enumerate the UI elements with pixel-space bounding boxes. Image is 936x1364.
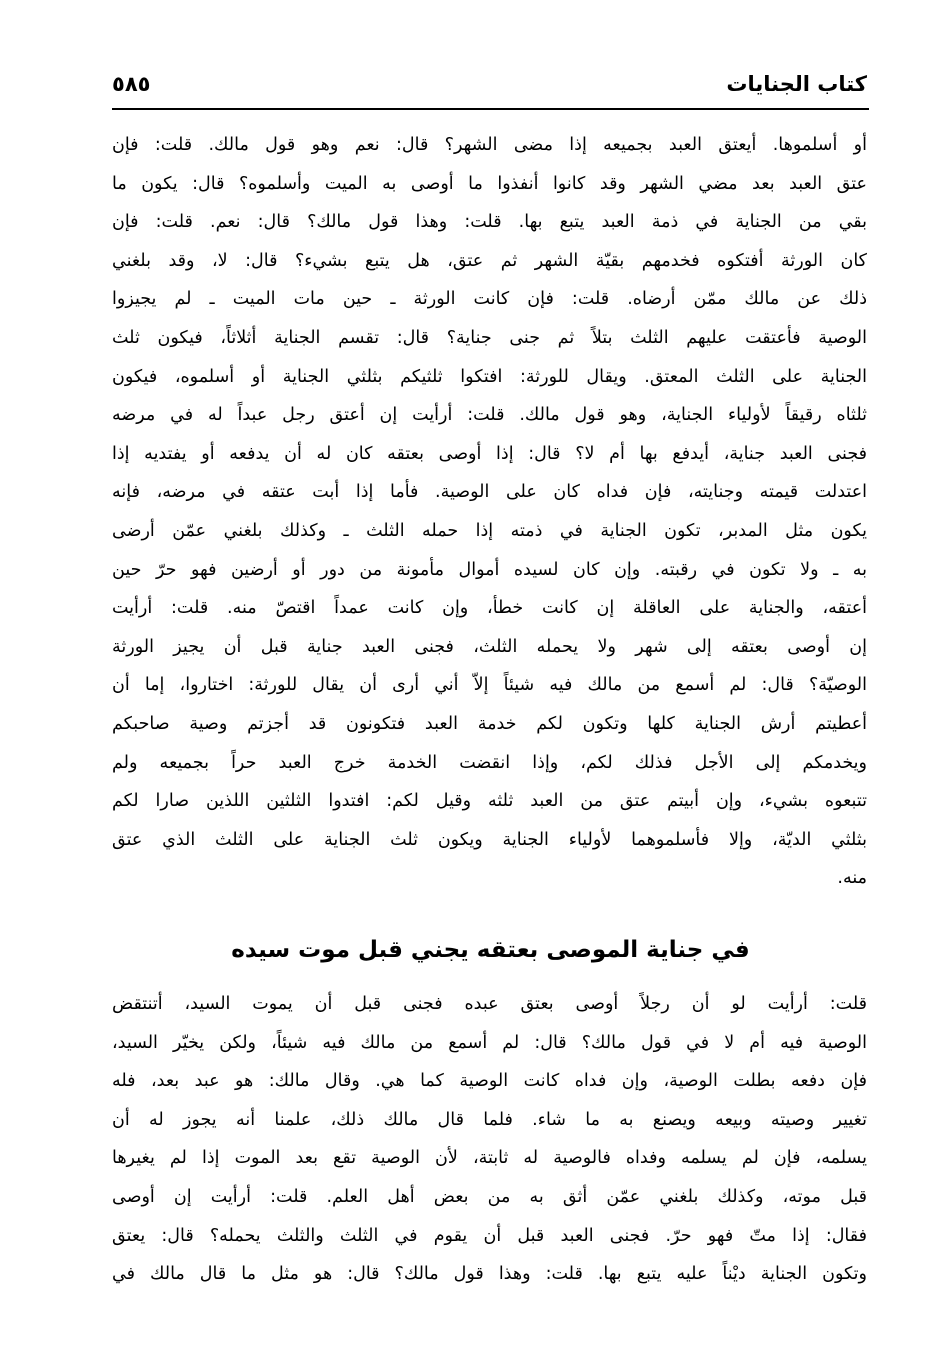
paragraph-2 <box>112 985 867 1294</box>
text-line: الوصية فأعتقت عليهم الثلث بتلاً ثم جنى جناية؟ قال: تقسم الجناية أثلاثاً، فيكون ثلث <box>112 327 867 348</box>
running-title: كتاب الجنايات <box>726 72 867 96</box>
text-line: تتبعوه بشيء، وإن أبيتم عتق من العبد ثلثه وقيل لكم: افتدوا الثلثين اللذين صارا لكم <box>112 791 867 812</box>
header-divider <box>112 108 869 110</box>
text-line: عتق العبد بعد مضي الشهر وقد كانوا أنفذوا ما أوصى به الميت وأسلموه؟ قال: يكون ما <box>112 173 867 194</box>
paragraph-1 <box>112 126 867 898</box>
text-line: وتكون الجناية ديْناً عليه يتبع بها. قلت: وهذا قول مالك؟ قال: هو مثل ما قال مالك في <box>112 1264 867 1285</box>
section-heading: في جناية الموصى بعتقه يجني قبل موت سيده <box>231 937 750 963</box>
text-line: ثلثاه رقيقاً لأولياء الجناية، وهو قول مالك. قلت: أرأيت إن أعتق رجل عبداً له في مرضه <box>112 405 867 426</box>
text-line: يسلمه، فإن لم يسلمه وفداه فالوصية له ثابتة، لأن الوصية تقع بعد الموت إذا لم يغيرها <box>112 1148 867 1169</box>
text-line: فجنى العبد جناية، أيدفع بها أم لا؟ قال: إذا أوصى بعتقه كان له أن يدفعه أو يفتديه إذا <box>112 443 867 464</box>
text-line: يكون مثل المدبر، تكون الجناية في ذمته إذا حمله الثلث ـ وكذلك بلغني عمّن أرضى <box>112 520 867 541</box>
text-line: قبل موته، وكذلك بلغني عمّن أثق به من بعض أهل العلم. قلت: أرأيت إن أوصى <box>112 1186 867 1207</box>
text-line: فإن دفعه بطلت الوصية، وإن فداه كانت الوصية كما هي. وقال مالك: هو عبد بعد، فله <box>112 1071 867 1092</box>
text-line: إن أوصى بعتقه إلى شهر ولا يحمله الثلث، فجنى العبد جناية قبل أن يجيز الورثة <box>112 636 867 657</box>
text-line: تغيير وصيته وبيعه ويصنع به ما شاء. فلما قال مالك ذلك، علمنا أنه يجوز له أن <box>112 1109 867 1130</box>
text-line: قلت: أرأيت لو أن رجلاً أوصى بعتق عبده فجنى قبل أن يموت السيد، أتنتقض <box>112 994 867 1014</box>
text-line: كان الورثة أفتكوه فخدمهم بقيّة الشهر ثم عتق، هل يتبع بشيء؟ قال: لا، وقد بلغني <box>112 250 867 271</box>
page-number: ٥٨٥ <box>112 72 151 96</box>
text-line: أعطيتم أرش الجناية كلها وتكون لكم خدمة العبد فتكونون قد أجزتم وصية صاحبكم <box>112 713 867 734</box>
text-line: ذلك عن مالك ممّن أرضاه. قلت: فإن كانت الورثة ـ حين مات الميت ـ لم يجيزوا <box>112 289 867 310</box>
text-line: فقال: إذا متّ فهو حرّ. فجنى العبد قبل أن يقوم في الثلث والثلث يحمله؟ قال: يعتق <box>112 1225 867 1246</box>
text-line: اعتدلت قيمته وجنايته، فإن فداه كان على الوصية. فأما إذا أبت عتقه في مرضه، فإنه <box>112 482 867 503</box>
text-line: منه. <box>837 868 867 889</box>
text-line: بقي من الجناية في ذمة العبد يتبع بها. قلت: وهذا قول مالك؟ قال: نعم. قلت: فإن <box>112 212 867 233</box>
text-line: الوصيّة؟ قال: لم أسمع من مالك فيه شيئاً إلاّ أني أرى أن يقال للورثة: اختاروا، إما أن <box>112 675 867 696</box>
text-line: أو أسلموها. أيعتق العبد بجميعه إذا مضى الشهر؟ قال: نعم وهو قول مالك. قلت: فإن <box>112 135 867 155</box>
text-line: ويخدمكم إلى الأجل فذلك لكم، وإذا انقضت الخدمة خرج العبد حراً بجميعه ولم <box>112 752 867 773</box>
text-line: الوصية فيه أم لا في قول مالك؟ قال: لم أسمع من مالك فيه شيئاً، ولكن يخيّر السيد، <box>112 1032 867 1053</box>
text-line: بثلثي الديّة، وإلا فأسلموهما لأولياء الجناية ويكون ثلث الجناية على الثلث الذي عتق <box>112 829 867 850</box>
text-line: أعتقه، والجناية على العاقلة إن كانت خطأ، وإن كانت عمداً اقتصّ منه. قلت: أرأيت <box>112 598 867 619</box>
text-line: به ـ ولا تكون في رقبته. وإن كان لسيده أموال مأمونة من دور أو أرضين فهو حرّ حين <box>112 559 867 580</box>
text-line: الجناية على الثلث المعتق. ويقال للورثة: افتكوا ثلثيكم بثلثي الجناية أو أسلموه، فيكون <box>112 366 867 387</box>
running-header <box>112 66 867 106</box>
